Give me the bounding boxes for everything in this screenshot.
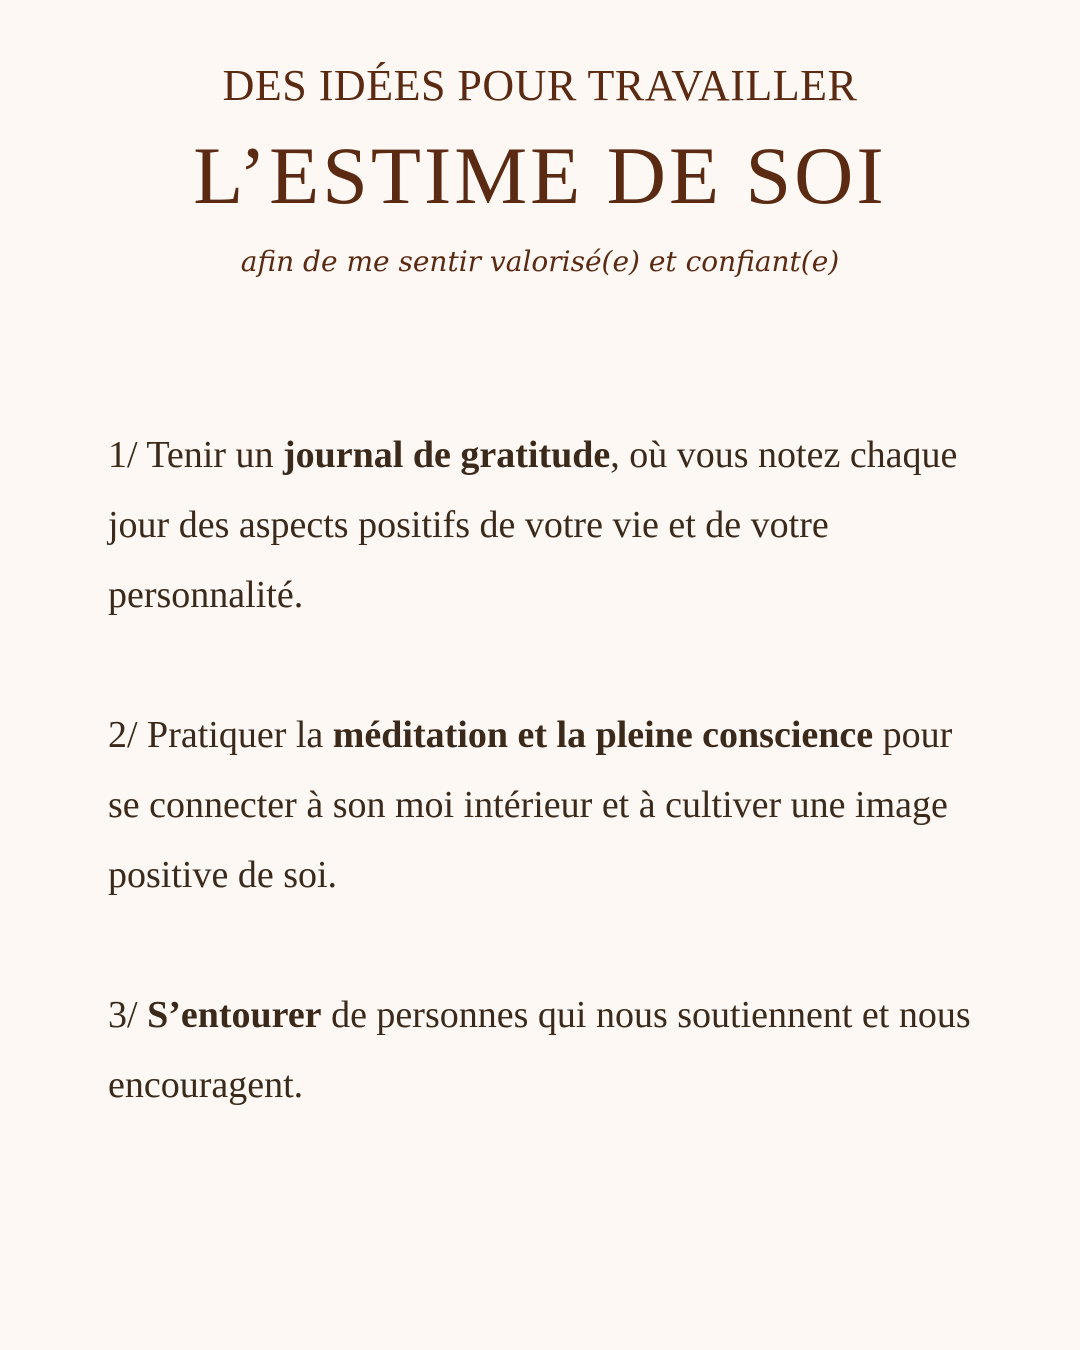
idea-item-2-prefix: 2/ Pratiquer la (108, 714, 333, 756)
kicker-heading: DES IDÉES POUR TRAVAILLER (222, 61, 858, 110)
idea-item-3-rest: de personnes qui nous soutiennent et nous encouragent. (108, 994, 971, 1106)
idea-item-2 (108, 700, 988, 910)
subtitle: afin de me sentir valorisé(e) et confiant(e) (240, 245, 840, 278)
idea-item-1 (108, 420, 988, 630)
idea-item-3-bold: S’entourer (147, 994, 322, 1036)
idea-list (108, 420, 988, 1120)
idea-item-1-prefix: 1/ Tenir un (108, 434, 284, 476)
page-title: L’ESTIME DE SOI (193, 130, 887, 221)
idea-item-3 (108, 980, 988, 1120)
idea-item-2-rest: pour se connecter à son moi intérieur et à cultiver une image positive de soi. (108, 714, 953, 896)
idea-item-1-rest: , où vous notez chaque jour des aspects positifs de votre vie et de votre personnalité. (108, 434, 958, 616)
idea-item-2-bold: méditation et la pleine conscience (332, 714, 874, 756)
idea-item-1-bold: journal de gratitude (283, 434, 611, 476)
idea-item-3-prefix: 3/ (108, 994, 148, 1036)
